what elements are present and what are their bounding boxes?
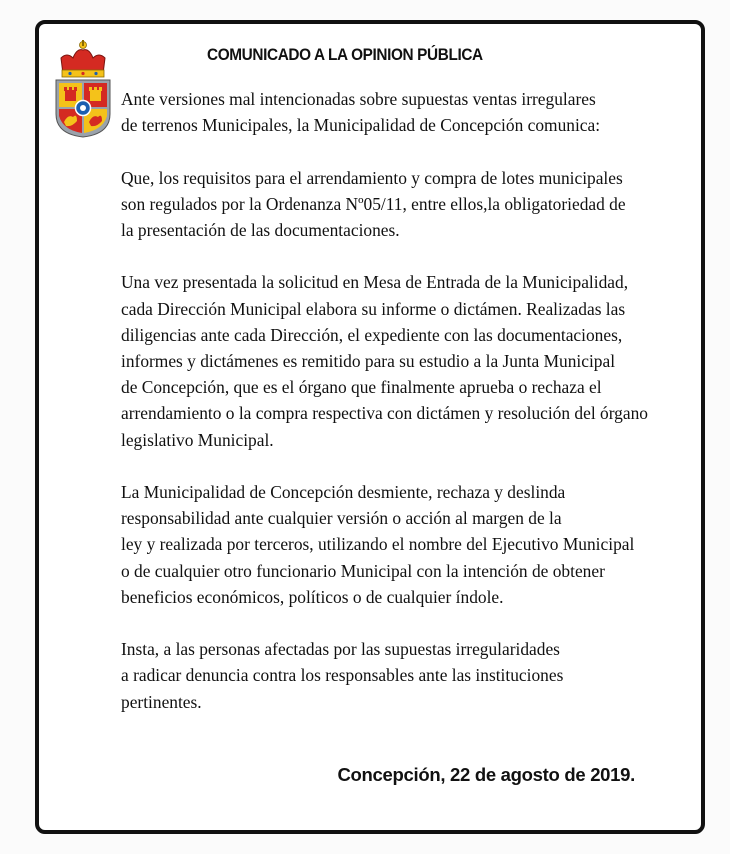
text-line: La Municipalidad de Concepción desmiente, rechaza y deslinda bbox=[121, 482, 566, 502]
text-line: Ante versiones mal intencionadas sobre supuestas ventas irregulares bbox=[121, 89, 596, 109]
signature-date: Concepción, 22 de agosto de 2019. bbox=[337, 764, 635, 785]
text-line: de Concepción, que es el órgano que finalmente aprueba o rechaza el bbox=[121, 377, 602, 398]
document-body bbox=[121, 86, 681, 741]
text-line: Insta, a las personas afectadas por las supuestas irregularidades bbox=[121, 639, 560, 660]
text-line: informes y dictámenes es remitido para su estudio a la Junta Municipal bbox=[121, 351, 616, 371]
paragraph-disclaimer bbox=[121, 479, 681, 610]
paragraph-call-to-action bbox=[121, 636, 681, 715]
text-line: son regulados por la Ordenanza Nº05/11, entre ellos,la obligatoriedad de bbox=[121, 193, 626, 214]
text-line: ley y realizada por terceros, utilizando el nombre del Ejecutivo Municipal bbox=[121, 534, 635, 555]
text-line: legislativo Municipal. bbox=[121, 429, 274, 450]
text-line: Que, los requisitos para el arrendamiento y compra de lotes municipales bbox=[121, 167, 623, 188]
text-line: beneficios económicos, políticos o de cualquier índole. bbox=[121, 586, 504, 607]
text-line: responsabilidad ante cualquier versión o acción al margen de la bbox=[121, 508, 562, 529]
text-line: Una vez presentada la solicitud en Mesa de Entrada de la Municipalidad, bbox=[121, 272, 629, 293]
text-line: la presentación de las documentaciones. bbox=[121, 220, 400, 240]
text-line: arrendamiento o la compra respectiva con dictámen y resolución del órgano bbox=[121, 403, 648, 424]
text-line: pertinentes. bbox=[121, 691, 202, 712]
coat-of-arms-icon bbox=[53, 36, 113, 140]
paragraph-requirements bbox=[121, 165, 681, 244]
text-line: a radicar denuncia contra los responsables ante las instituciones bbox=[121, 665, 564, 686]
text-line: o de cualquier otro funcionario Municipal con la intención de obtener bbox=[121, 560, 605, 581]
paragraph-procedure bbox=[121, 269, 681, 452]
text-line: cada Dirección Municipal elabora su informe o dictámen. Realizadas las bbox=[121, 298, 626, 319]
document-title: COMUNICADO A LA OPINION PÚBLICA bbox=[207, 46, 483, 64]
communique-frame bbox=[35, 20, 705, 834]
text-line: de terrenos Municipales, la Municipalidad de Concepción comunica: bbox=[121, 115, 601, 136]
paragraph-intro bbox=[121, 86, 681, 138]
text-line: diligencias ante cada Dirección, el expediente con las documentaciones, bbox=[121, 324, 623, 345]
